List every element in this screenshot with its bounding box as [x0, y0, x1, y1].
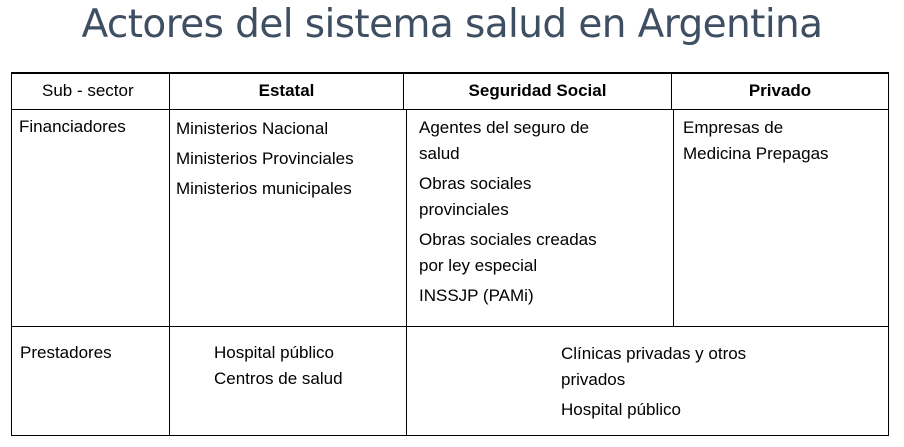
list-item: Agentes del seguro de	[419, 118, 590, 137]
list-item: privados	[561, 370, 626, 389]
header-privado: Privado	[748, 81, 812, 100]
prestadores-privado	[561, 341, 746, 423]
col-divider-3	[673, 110, 674, 327]
list-item: salud	[419, 144, 460, 163]
list-item: Obras sociales	[419, 174, 532, 193]
prestadores-estatal	[214, 340, 343, 392]
list-item: INSSJP (PAMi)	[419, 286, 534, 305]
list-item: Obras sociales creadas	[419, 230, 597, 249]
list-item: Hospital público	[214, 343, 335, 362]
row-label-financiadores: Financiadores	[19, 117, 126, 136]
row-label-prestadores: Prestadores	[20, 343, 112, 362]
header-seguridad-social: Seguridad Social	[468, 81, 607, 100]
financiadores-privado	[683, 115, 829, 167]
financiadores-estatal	[176, 114, 354, 204]
table-top-border	[11, 72, 889, 74]
header-estatal: Estatal	[258, 81, 315, 100]
table-bottom-border	[11, 435, 889, 436]
list-item: Ministerios municipales	[176, 179, 352, 198]
col-divider-2	[406, 110, 407, 436]
header-subsector: Sub - sector	[42, 81, 134, 100]
list-item: Ministerios Provinciales	[176, 149, 354, 168]
table-right-border	[888, 72, 889, 436]
col-divider-1	[169, 72, 170, 436]
table-left-border	[11, 72, 12, 436]
list-item: Ministerios Nacional	[176, 119, 329, 138]
list-item: por ley especial	[419, 256, 538, 275]
row-divider	[11, 326, 889, 327]
list-item: provinciales	[419, 200, 509, 219]
header-bottom-border	[11, 109, 889, 110]
financiadores-seguridad-social	[419, 115, 597, 309]
list-item: Hospital público	[561, 400, 682, 419]
list-item: Clínicas privadas y otros	[561, 344, 747, 363]
page-title: Actores del sistema salud en Argentina	[81, 2, 823, 47]
list-item: Empresas de	[683, 118, 784, 137]
list-item: Medicina Prepagas	[683, 144, 829, 163]
list-item: Centros de salud	[214, 369, 343, 388]
